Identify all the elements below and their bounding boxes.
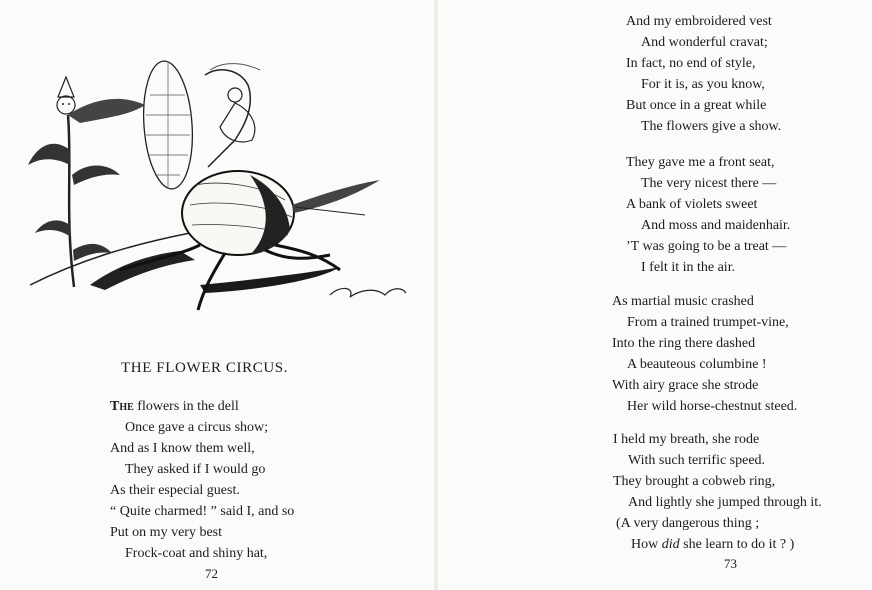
right-page xyxy=(436,0,872,590)
poem-line-8: Frock-coat and shiny hat, xyxy=(125,546,268,561)
poem-line: With airy grace she strode xyxy=(612,378,759,393)
poem-line: And moss and maidenhair. xyxy=(641,218,791,233)
poem-line: A beauteous columbine ! xyxy=(627,357,767,372)
poem-line: I held my breath, she rode xyxy=(613,432,760,447)
poem-line-1: The flowers in the dell xyxy=(110,399,239,414)
poem-line-2: Once gave a circus show; xyxy=(125,420,269,435)
page-number-left: 72 xyxy=(205,566,218,581)
poem-title: THE FLOWER CIRCUS. xyxy=(121,360,289,376)
poem-line: With such terrific speed. xyxy=(628,453,766,468)
flower-circus-illustration xyxy=(20,55,420,335)
page-number-right: 73 xyxy=(724,556,737,571)
poem-line-last: How did she learn to do it ? ) xyxy=(631,537,795,552)
drop-cap-word: The xyxy=(110,399,134,414)
poem-line: From a trained trumpet-vine, xyxy=(627,315,789,330)
poem-line-6: “ Quite charmed! ” said I, and so xyxy=(110,504,295,519)
poem-line: Into the ring there dashed xyxy=(612,336,756,351)
poem-line: And my embroidered vest xyxy=(626,14,772,29)
poem-line: And wonderful cravat; xyxy=(641,35,768,50)
poem-line: I felt it in the air. xyxy=(641,260,736,275)
poem-line: (A very dangerous thing ; xyxy=(616,516,760,531)
poem-line: They gave me a front seat, xyxy=(626,155,775,170)
poem-line: ’T was going to be a treat — xyxy=(626,239,787,254)
poem-line: The very nicest there — xyxy=(641,176,777,191)
poem-line: But once in a great while xyxy=(626,98,767,113)
poem-line: They brought a cobweb ring, xyxy=(613,474,776,489)
poem-line: And lightly she jumped through it. xyxy=(628,495,822,510)
poem-line-7: Put on my very best xyxy=(110,525,222,540)
poem-line: As martial music crashed xyxy=(612,294,754,309)
poem-line: Her wild horse-chestnut steed. xyxy=(627,399,798,414)
poem-line: The flowers give a show. xyxy=(641,119,782,134)
poem-line-3: And as I know them well, xyxy=(110,441,255,456)
poem-line-5: As their especial guest. xyxy=(110,483,240,498)
poem-line: In fact, no end of style, xyxy=(626,56,756,71)
emphasis-did: did xyxy=(661,537,680,552)
poem-line: A bank of violets sweet xyxy=(626,197,758,212)
poem-line-4: They asked if I would go xyxy=(125,462,266,477)
poem-line: For it is, as you know, xyxy=(641,77,765,92)
